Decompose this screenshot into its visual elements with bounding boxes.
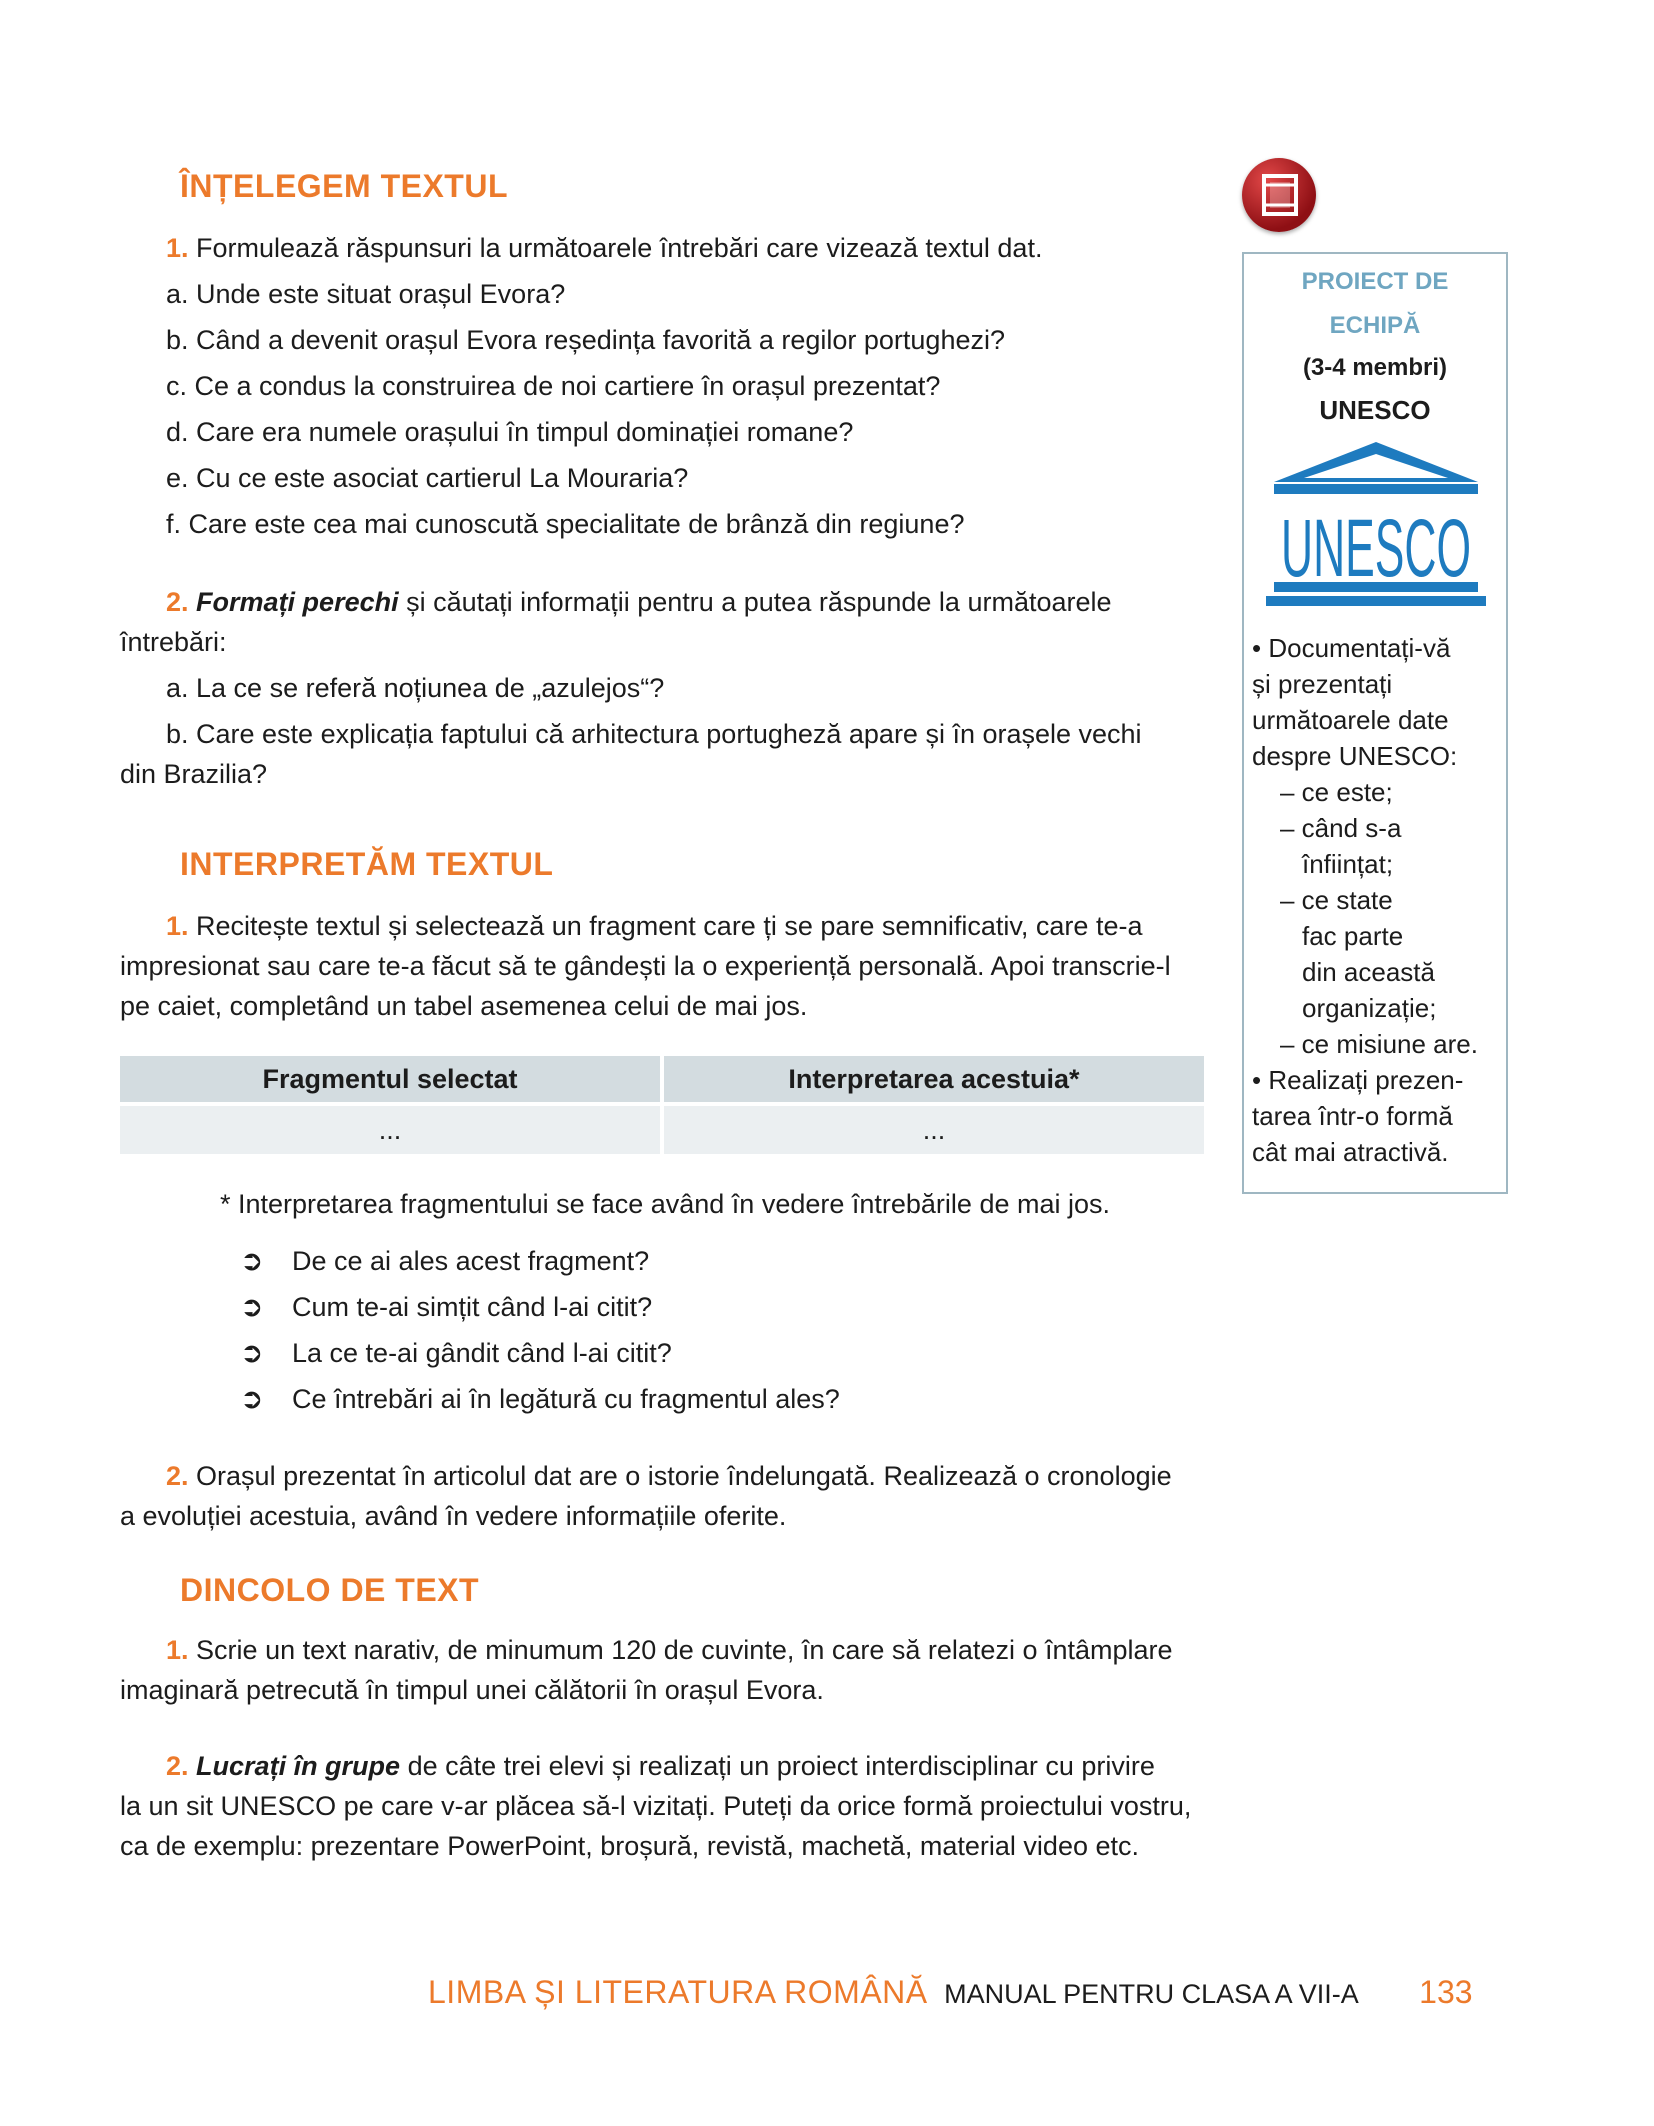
page-number: 133 bbox=[1419, 1974, 1473, 2010]
list-item: f. Care este cea mai cunoscută specialitate de brânză din regiune? bbox=[166, 509, 965, 539]
box-dash-item: – ce este; bbox=[1280, 777, 1393, 807]
logo-lettering: UNESCO bbox=[1281, 503, 1471, 594]
box-text-line: următoarele date bbox=[1252, 705, 1449, 735]
film-icon bbox=[1242, 158, 1316, 232]
section-heading-intelegem: ÎNȚELEGEM TEXTUL bbox=[180, 168, 508, 204]
arrow-bullet-icon: ➲ bbox=[240, 1291, 264, 1322]
bullet-text: Cum te-ai simțit când l-ai citit? bbox=[292, 1292, 653, 1322]
box-text-line: tarea într-o formă bbox=[1252, 1101, 1453, 1131]
question-2-dincolo bbox=[166, 1746, 1155, 1786]
footer-subject: LIMBA ȘI LITERATURA ROMÂNĂ bbox=[428, 1974, 928, 2010]
bullet-text: Ce întrebări ai în legătură cu fragmentul ales? bbox=[292, 1384, 840, 1414]
list-item-cont: din Brazilia? bbox=[120, 759, 268, 789]
question-1-interpretam bbox=[166, 906, 1142, 946]
box-text-line: • Realizați prezen- bbox=[1252, 1065, 1464, 1095]
emphasis-text: Lucrați în grupe bbox=[196, 1751, 401, 1781]
question-number: 1. bbox=[166, 1635, 189, 1665]
question-text: Orașul prezentat în articolul dat are o istorie îndelungată. Realizează o cronologie bbox=[196, 1461, 1172, 1491]
arrow-bullet-icon: ➲ bbox=[240, 1383, 264, 1414]
box-text-line: • Documentați-vă bbox=[1252, 633, 1451, 663]
table-cell: ... bbox=[664, 1106, 1204, 1154]
box-dash-item: – ce misiune are. bbox=[1280, 1029, 1478, 1059]
list-item: a. La ce se referă noțiunea de „azulejos“? bbox=[166, 673, 665, 703]
question-1-dincolo bbox=[166, 1630, 1173, 1670]
section-heading-interpretam: INTERPRETĂM TEXTUL bbox=[180, 846, 554, 882]
list-item: d. Care era numele orașului în timpul dominației romane? bbox=[166, 417, 854, 447]
question-2-intelegem bbox=[166, 582, 1112, 622]
question-text-cont: la un sit UNESCO pe care v-ar plăcea să-l vizitați. Puteți da orice formă proiectului vostru, bbox=[120, 1791, 1192, 1821]
table-header-cell: Fragmentul selectat bbox=[120, 1056, 660, 1102]
box-dash-item: – ce state bbox=[1280, 885, 1393, 915]
bullet-text: La ce te-ai gândit când l-ai citit? bbox=[292, 1338, 672, 1368]
footer-manual: MANUAL PENTRU CLASA A VII-A bbox=[944, 1979, 1359, 2009]
box-members: (3-4 membri) bbox=[1302, 354, 1448, 381]
arrow-bullet-icon: ➲ bbox=[240, 1337, 264, 1368]
question-text: Formulează răspunsuri la următoarele întrebări care vizează textul dat. bbox=[196, 233, 1043, 263]
question-number: 2. bbox=[166, 1751, 189, 1781]
list-item: c. Ce a condus la construirea de noi cartiere în orașul prezentat? bbox=[166, 371, 941, 401]
question-text-cont: impresionat sau care te-a făcut să te gândești la o experiență personală. Apoi transcrie-l bbox=[120, 951, 1171, 981]
question-text: și căutați informații pentru a putea răspunde la următoarele bbox=[398, 587, 1112, 617]
box-text-line: cât mai atractivă. bbox=[1252, 1137, 1449, 1167]
unesco-logo bbox=[1266, 436, 1486, 612]
box-dash-cont: din această bbox=[1302, 957, 1435, 987]
guiding-questions-list bbox=[240, 1238, 840, 1422]
fragment-table bbox=[120, 1056, 1204, 1154]
list-item bbox=[240, 1238, 840, 1284]
section-heading-dincolo: DINCOLO DE TEXT bbox=[180, 1572, 480, 1608]
box-title: ECHIPĂ bbox=[1329, 312, 1421, 339]
page-footer bbox=[428, 1974, 1473, 2011]
question-number: 1. bbox=[166, 233, 189, 263]
box-subject: UNESCO bbox=[1319, 395, 1431, 425]
list-item bbox=[240, 1284, 840, 1330]
question-text: Recitește textul și selectează un fragment care ți se pare semnificativ, care te-a bbox=[196, 911, 1143, 941]
box-dash-cont: fac parte bbox=[1302, 921, 1404, 951]
list-item: a. Unde este situat orașul Evora? bbox=[166, 279, 566, 309]
box-dash-cont: înființat; bbox=[1302, 849, 1394, 879]
table-cell: ... bbox=[120, 1106, 660, 1154]
question-text-cont: a evoluției acestuia, având în vedere informațiile oferite. bbox=[120, 1501, 787, 1531]
bullet-text: De ce ai ales acest fragment? bbox=[292, 1246, 650, 1276]
table-header-row bbox=[120, 1056, 1204, 1102]
question-number: 2. bbox=[166, 1461, 189, 1491]
list-item: e. Cu ce este asociat cartierul La Mouraria? bbox=[166, 463, 689, 493]
table-row bbox=[120, 1102, 1204, 1154]
question-number: 1. bbox=[166, 911, 189, 941]
question-text-cont: imaginară petrecută în timpul unei călătorii în orașul Evora. bbox=[120, 1675, 824, 1705]
question-text-cont: pe caiet, completând un tabel asemenea celui de mai jos. bbox=[120, 991, 808, 1021]
list-item: b. Când a devenit orașul Evora reședința favorită a regilor portughezi? bbox=[166, 325, 1005, 355]
question-text-cont: întrebări: bbox=[120, 627, 227, 657]
emphasis-text: Formați perechi bbox=[196, 587, 399, 617]
box-instructions bbox=[1252, 630, 1506, 1170]
box-dash-item: – când s-a bbox=[1280, 813, 1402, 843]
question-number: 2. bbox=[166, 587, 189, 617]
box-title: PROIECT DE bbox=[1301, 268, 1449, 295]
question-2-interpretam bbox=[166, 1456, 1172, 1496]
question-1-intelegem bbox=[166, 228, 1042, 268]
question-text: de câte trei elevi și realizați un proiect interdisciplinar cu privire bbox=[400, 1751, 1155, 1781]
box-text-line: și prezentați bbox=[1252, 669, 1393, 699]
box-text-line: despre UNESCO: bbox=[1252, 741, 1458, 771]
arrow-bullet-icon: ➲ bbox=[240, 1245, 264, 1276]
question-text-cont: ca de exemplu: prezentare PowerPoint, broșură, revistă, machetă, material video etc. bbox=[120, 1831, 1139, 1861]
list-item bbox=[240, 1376, 840, 1422]
list-item: b. Care este explicația faptului că arhitectura portugheză apare și în orașele vechi bbox=[166, 719, 1142, 749]
table-header-cell: Interpretarea acestuia* bbox=[664, 1056, 1204, 1102]
team-project-box bbox=[1242, 252, 1508, 1194]
question-text: Scrie un text narativ, de minumum 120 de cuvinte, în care să relatezi o întâmplare bbox=[196, 1635, 1173, 1665]
list-item bbox=[240, 1330, 840, 1376]
box-dash-cont: organizație; bbox=[1302, 993, 1437, 1023]
table-footnote: * Interpretarea fragmentului se face având în vedere întrebările de mai jos. bbox=[220, 1189, 1110, 1219]
